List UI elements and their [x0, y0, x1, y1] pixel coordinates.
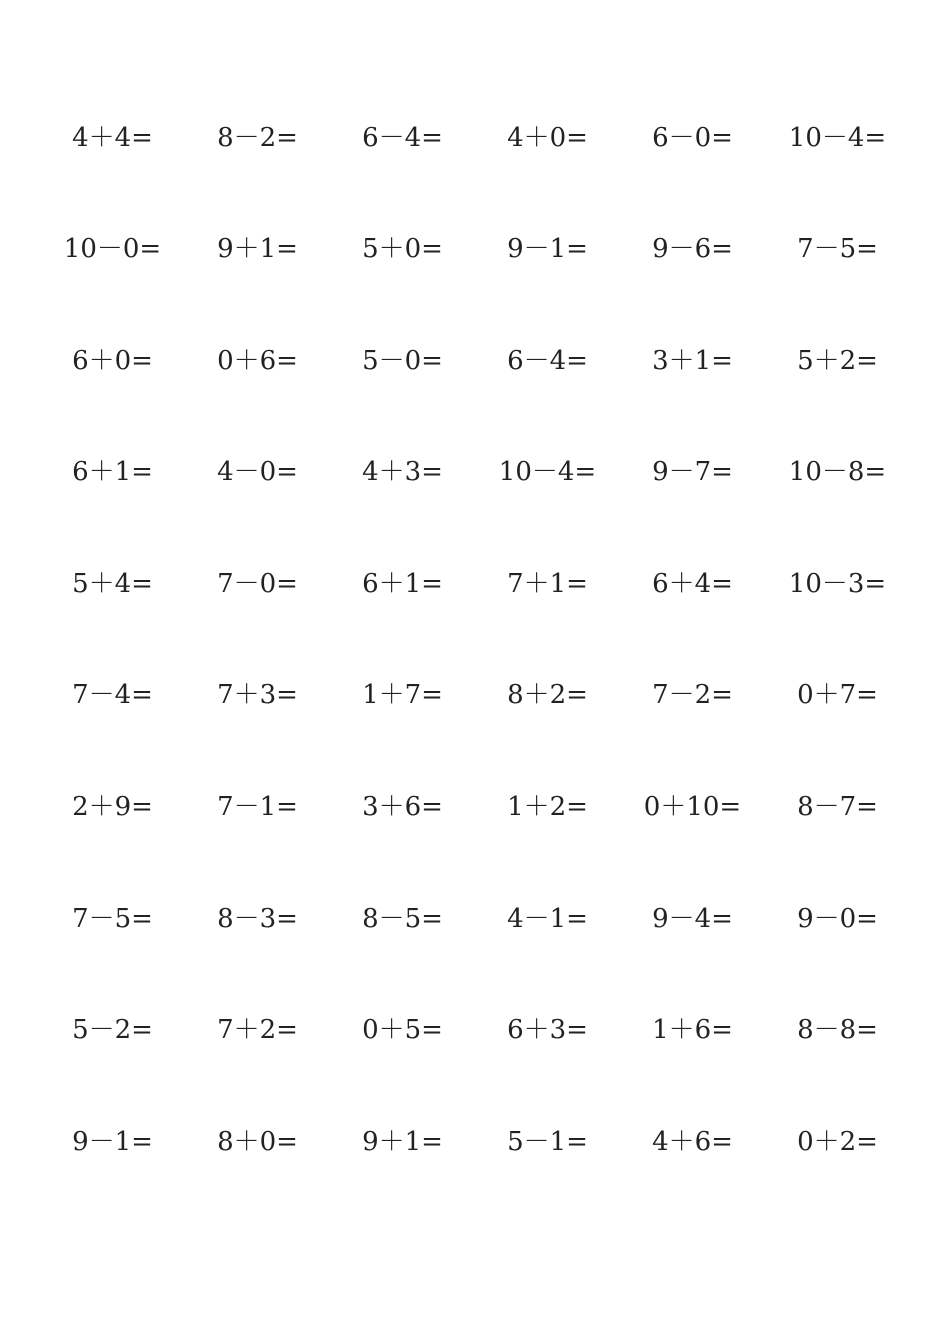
problem: 7＋3= — [217, 680, 298, 711]
problem: 4＋0= — [507, 122, 588, 153]
problem: 10－8= — [788, 457, 887, 488]
problem: 8＋0= — [217, 1126, 298, 1157]
problem: 6＋4= — [652, 568, 733, 599]
problem: 8－8= — [797, 1015, 878, 1046]
problem: 4＋3= — [362, 457, 443, 488]
problem: 9－4= — [652, 903, 733, 934]
problem: 1＋7= — [362, 680, 443, 711]
problem: 4－0= — [217, 457, 298, 488]
problem: 0＋10= — [643, 792, 742, 823]
problem: 4＋4= — [72, 122, 153, 153]
problem: 0＋6= — [217, 345, 298, 376]
problem: 7－1= — [217, 792, 298, 823]
problem: 0＋7= — [797, 680, 878, 711]
problem: 5＋2= — [797, 345, 878, 376]
problem: 3＋1= — [652, 345, 733, 376]
problem: 5－1= — [507, 1126, 588, 1157]
problem: 1＋6= — [652, 1015, 733, 1046]
problem: 9＋1= — [217, 234, 298, 265]
problem: 7＋2= — [217, 1015, 298, 1046]
problem: 9－1= — [507, 234, 588, 265]
problem: 8－7= — [797, 792, 878, 823]
problem: 10－4= — [498, 457, 597, 488]
problem: 7－2= — [652, 680, 733, 711]
problem: 6＋3= — [507, 1015, 588, 1046]
problem: 3＋6= — [362, 792, 443, 823]
problem: 4＋6= — [652, 1126, 733, 1157]
problem: 9－7= — [652, 457, 733, 488]
problem: 5－0= — [362, 345, 443, 376]
problem-grid — [40, 100, 910, 1216]
problem: 9－6= — [652, 234, 733, 265]
problem: 8－2= — [217, 122, 298, 153]
problem: 6－4= — [507, 345, 588, 376]
problem: 6＋0= — [72, 345, 153, 376]
problem: 8－5= — [362, 903, 443, 934]
problem: 10－3= — [788, 568, 887, 599]
problem: 6＋1= — [72, 457, 153, 488]
problem: 9－1= — [72, 1126, 153, 1157]
problem: 7－5= — [72, 903, 153, 934]
problem: 0＋5= — [362, 1015, 443, 1046]
problem: 8－3= — [217, 903, 298, 934]
problem: 5＋4= — [72, 568, 153, 599]
problem: 7＋1= — [507, 568, 588, 599]
problem: 4－1= — [507, 903, 588, 934]
problem: 6＋1= — [362, 568, 443, 599]
problem: 0＋2= — [797, 1126, 878, 1157]
problem: 5＋0= — [362, 234, 443, 265]
problem: 10－4= — [788, 122, 887, 153]
problem: 9＋1= — [362, 1126, 443, 1157]
problem: 2＋9= — [72, 792, 153, 823]
problem: 9－0= — [797, 903, 878, 934]
problem: 7－5= — [797, 234, 878, 265]
problem: 7－4= — [72, 680, 153, 711]
problem: 6－0= — [652, 122, 733, 153]
problem: 1＋2= — [507, 792, 588, 823]
problem: 10－0= — [63, 234, 162, 265]
problem: 8＋2= — [507, 680, 588, 711]
problem: 7－0= — [217, 568, 298, 599]
problem: 6－4= — [362, 122, 443, 153]
problem: 5－2= — [72, 1015, 153, 1046]
